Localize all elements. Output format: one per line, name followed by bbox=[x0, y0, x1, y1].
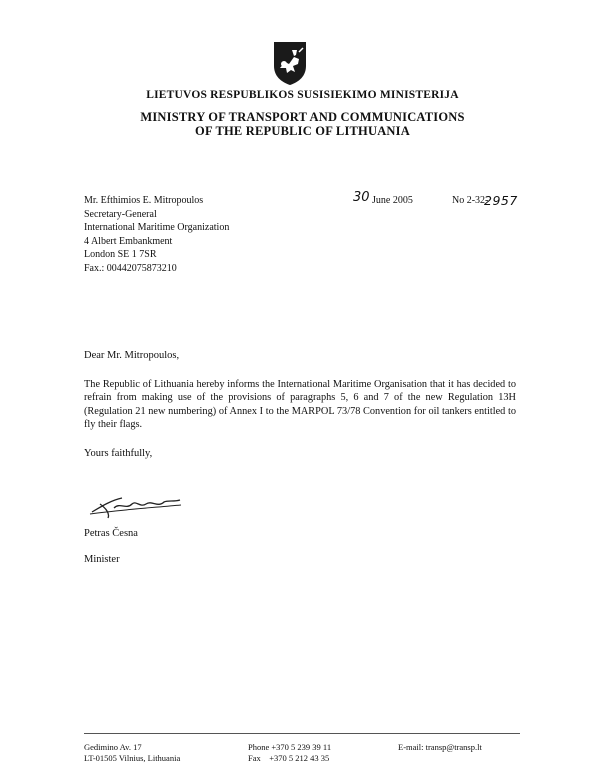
footer-email: E-mail: transp@transp.lt bbox=[398, 742, 482, 752]
footer-phone: Phone +370 5 239 39 11 bbox=[248, 742, 332, 752]
salutation: Dear Mr. Mitropoulos, bbox=[84, 350, 180, 361]
ministry-name-english-line1: MINISTRY OF TRANSPORT AND COMMUNICATIONS bbox=[140, 110, 465, 124]
recipient-title: Secretary-General bbox=[84, 208, 157, 220]
reference-number-handwritten: 2957 bbox=[484, 193, 518, 208]
date-day-handwritten: 30 bbox=[353, 190, 370, 205]
recipient-name: Mr. Efthimios E. Mitropoulos bbox=[84, 195, 204, 206]
recipient-city: London SE 1 7SR bbox=[84, 249, 157, 260]
recipient-fax: Fax.: 00442075873210 bbox=[84, 262, 177, 274]
reference-number-printed: No 2-32- bbox=[452, 195, 489, 206]
closing: Yours faithfully, bbox=[84, 448, 153, 459]
signer-position: Minister bbox=[84, 554, 120, 565]
footer-fax: Fax +370 5 212 43 35 bbox=[248, 752, 330, 763]
recipient-organization: International Maritime Organization bbox=[84, 222, 230, 233]
recipient-street: 4 Albert Embankment bbox=[84, 235, 173, 247]
signature-icon bbox=[88, 490, 183, 520]
ministry-name-english-line2: OF THE REPUBLIC OF LITHUANIA bbox=[195, 124, 410, 138]
footer-address-line1: Gedimino Av. 17 bbox=[84, 742, 142, 752]
recipient-address-block bbox=[84, 194, 229, 275]
coat-of-arms-icon bbox=[272, 40, 308, 86]
footer-address bbox=[84, 742, 180, 763]
footer-contact bbox=[248, 742, 331, 763]
signer-name: Petras Česna bbox=[84, 528, 138, 539]
date-month-year: June 2005 bbox=[372, 195, 413, 206]
ministry-name-lithuanian: LIETUVOS RESPUBLIKOS SUSISIEKIMO MINISTERIJA bbox=[146, 89, 459, 101]
footer-address-line2: LT-01505 Vilnius, Lithuania bbox=[84, 752, 181, 763]
footer-divider bbox=[84, 733, 520, 734]
letter-body: The Republic of Lithuania hereby informs the International Maritime Organisation that it has decided to refrain from making use of the provisions of paragraphs 5, 6 and 7 of the new Regulation 13H (Regulation 21 new numbering) of Annex I to the MARPOL 73/78 Convention for oil tankers entitled to fly their flags. bbox=[84, 379, 516, 430]
